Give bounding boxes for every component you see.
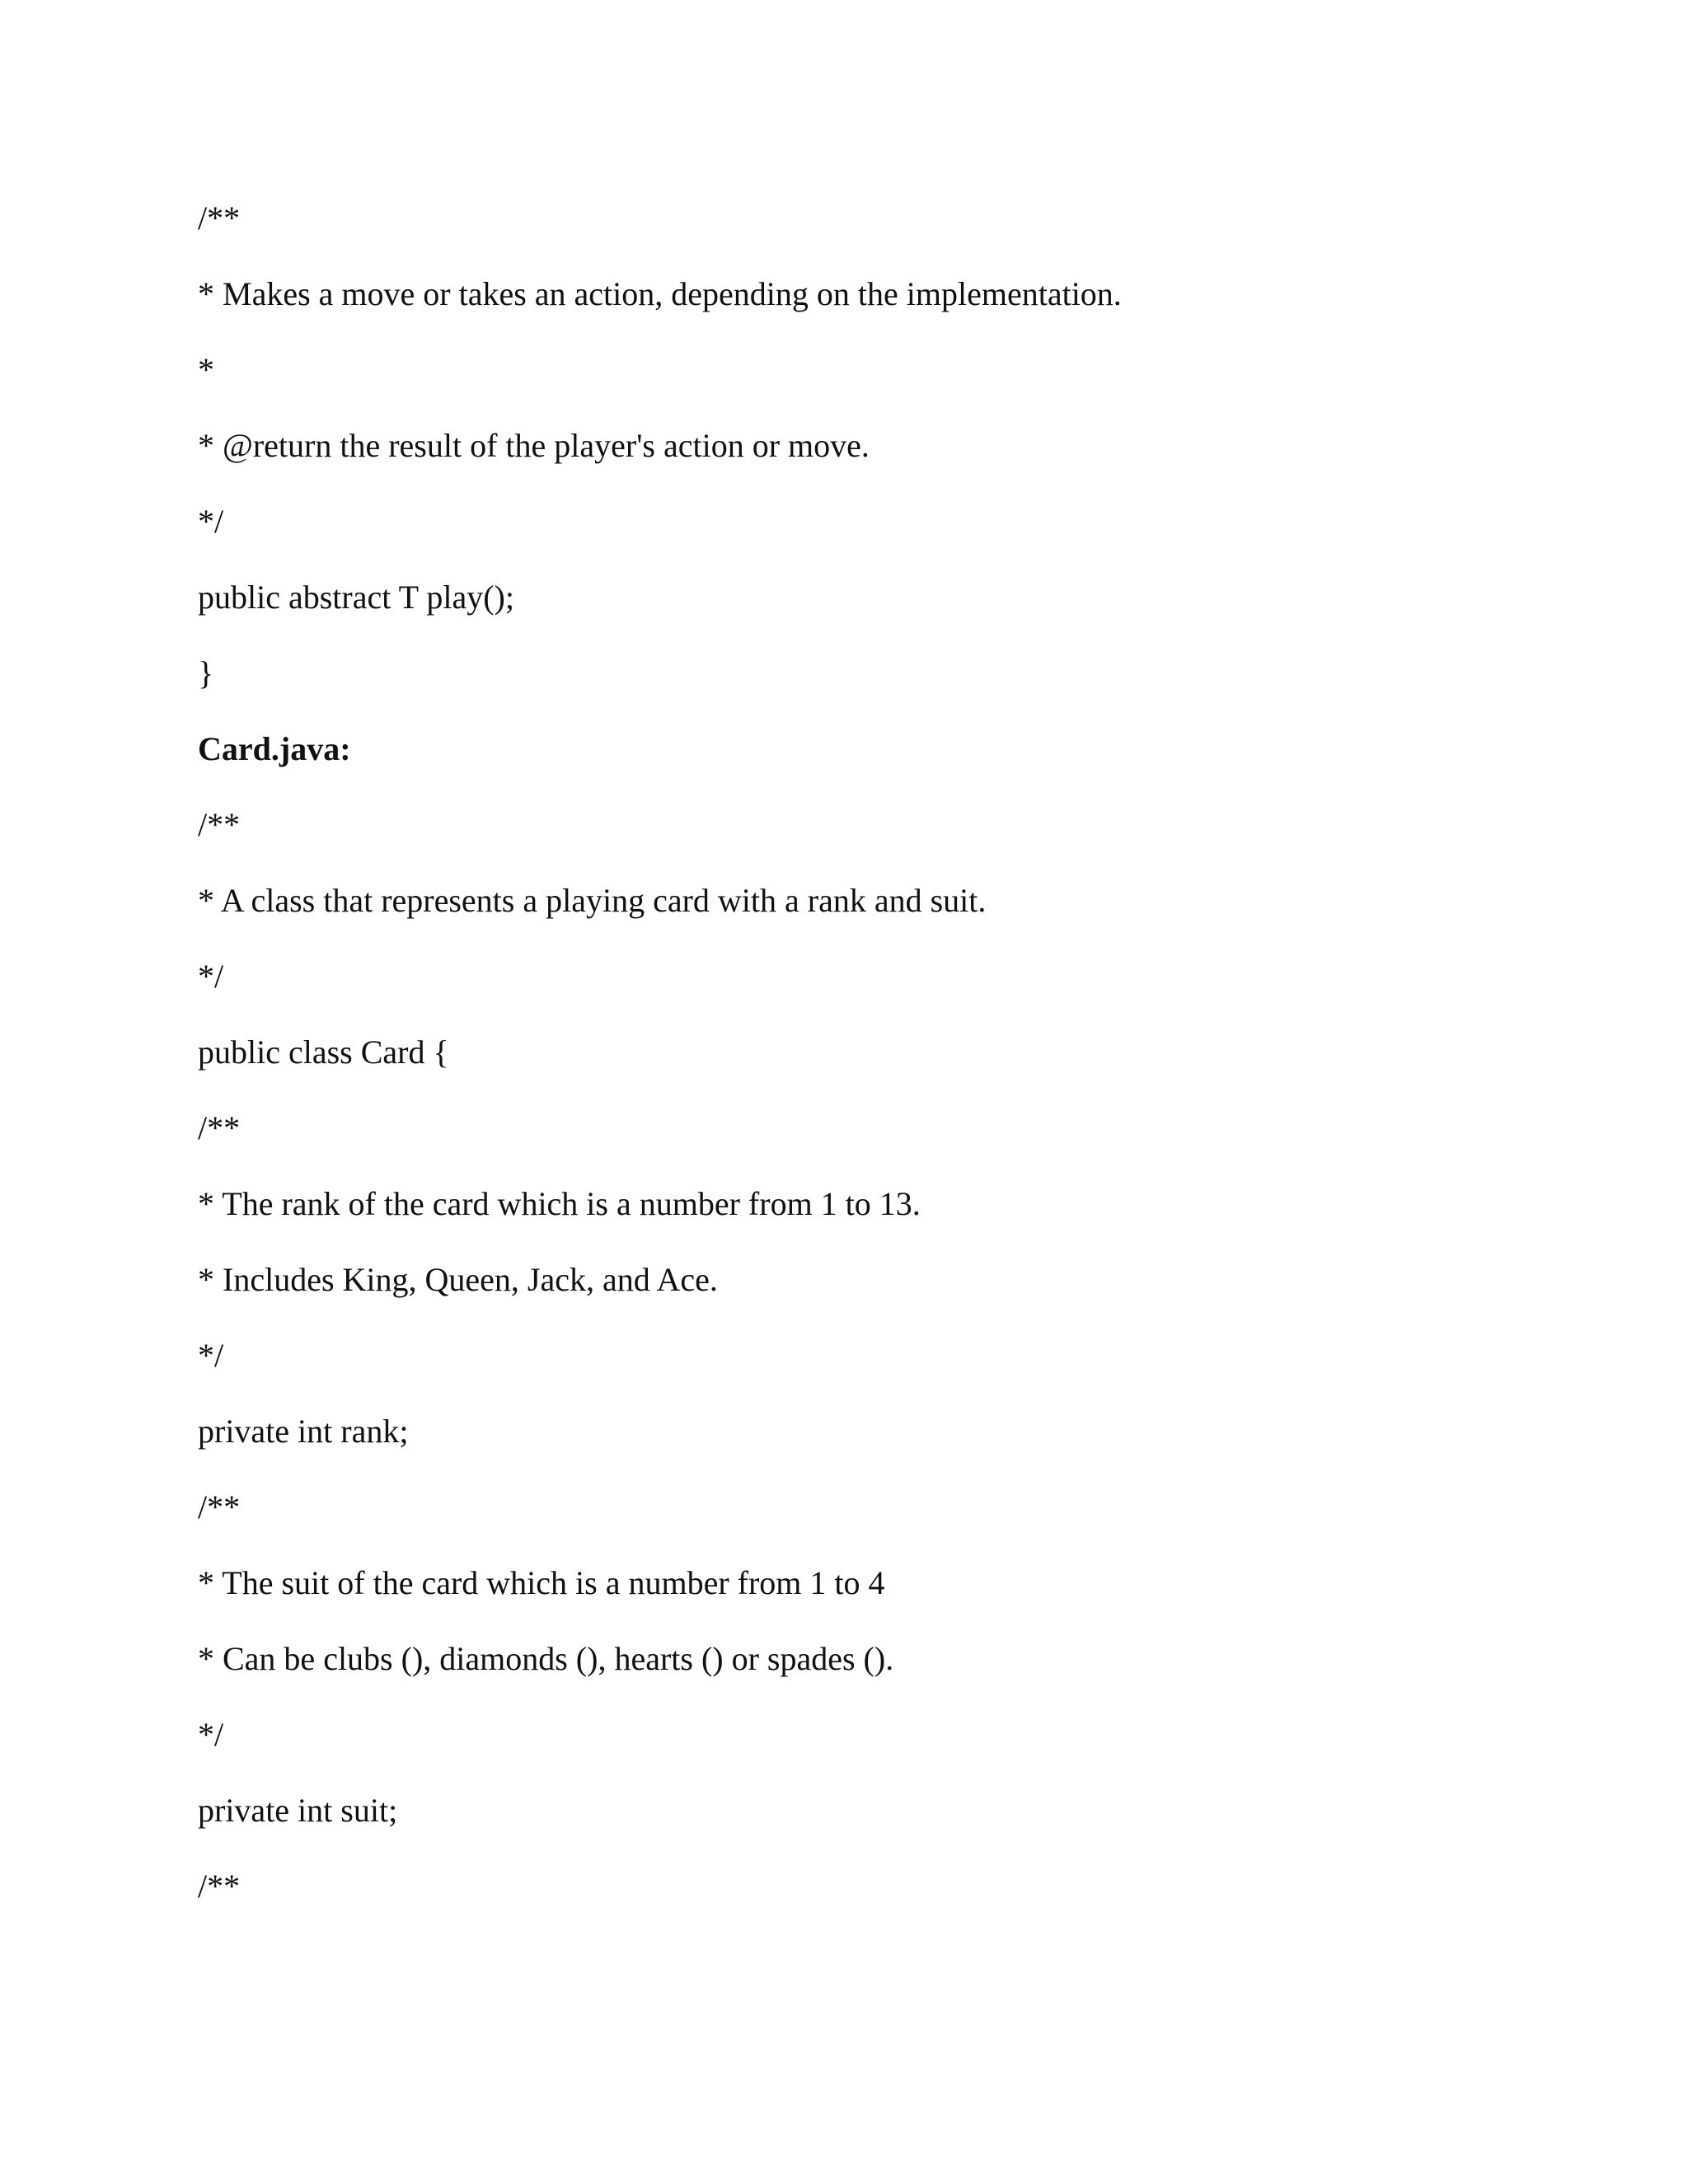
code-line: public abstract T play(); [198,579,514,616]
comment-open: /** [198,1868,241,1905]
comment-line: * A class that represents a playing card with a rank and suit. [198,882,987,919]
comment-open: /** [198,199,241,237]
code-line: private int rank; [198,1413,409,1450]
comment-line: * @return the result of the player's action or move. [198,427,870,464]
comment-line: * The suit of the card which is a number from 1 to 4 [198,1564,885,1601]
comment-line: * Includes King, Queen, Jack, and Ace. [198,1261,718,1298]
file-heading: Card.java: [198,730,351,767]
comment-open: /** [198,1109,241,1146]
comment-close: */ [198,958,224,995]
comment-open: /** [198,806,241,843]
comment-close: */ [198,1716,224,1753]
comment-line: * Makes a move or takes an action, depending on the implementation. [198,275,1122,312]
comment-open: /** [198,1488,241,1526]
code-line: public class Card { [198,1033,449,1071]
comment-close: */ [198,503,224,540]
comment-line: * The rank of the card which is a number from 1 to 13. [198,1185,921,1222]
comment-line: * [198,351,214,388]
comment-line: * Can be clubs (), diamonds (), hearts () or spades (). [198,1640,894,1677]
comment-close: */ [198,1337,224,1374]
code-line: private int suit; [198,1792,398,1829]
code-line: } [198,654,214,691]
